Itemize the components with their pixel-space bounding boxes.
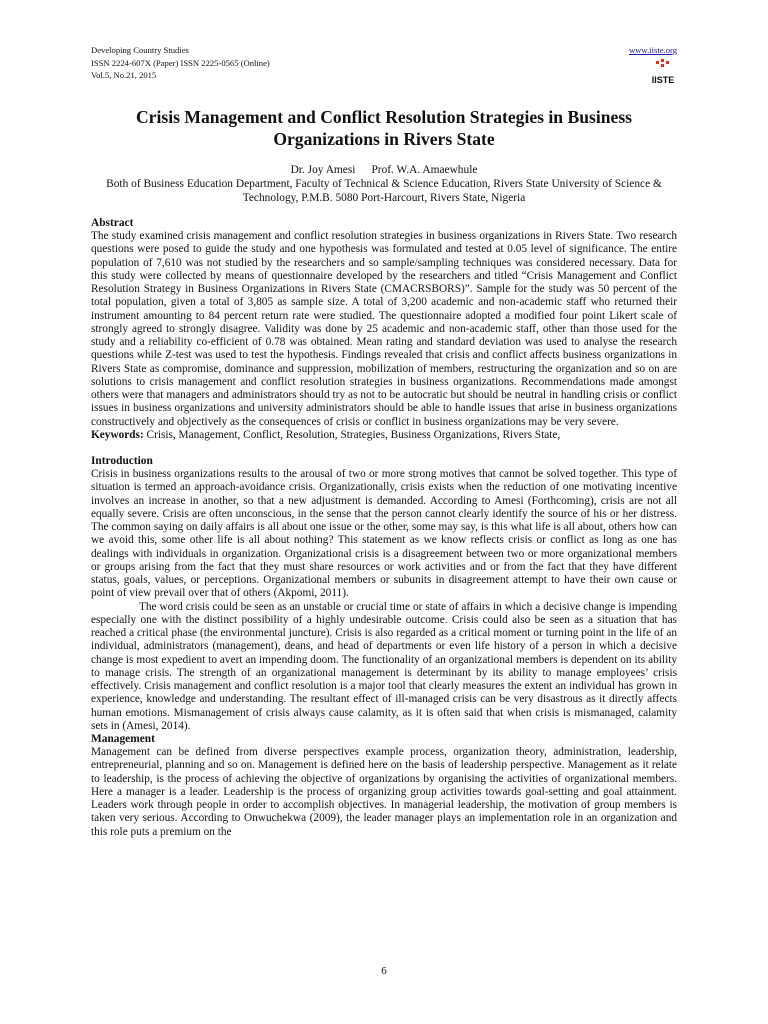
keywords-text: Crisis, Management, Conflict, Resolution, Strategies, Business Organizations, Rivers State, (146, 428, 561, 441)
introduction-para-2: The word crisis could be seen as an unstable or crucial time or state of affairs in which a decisive change is impending especially one with the distinct possibility of a highly undesirable outcome. Crisis could also be seen as a situation that has reached a critical phase (the environmental juncture). Crisis is also regarded as a critical moment or turning point in the life of an individual, administrators (management), deans, and head of departments or even life history of a person in which a decisive change is most expedient to avert an impending doom. The functionality of an organizational members is dependent on its ability to manage crisis. The strength of an organizational management is determinant by its ability to manage employees’ crisis effectively. Crisis management and conflict resolution is a major tool that clearly measures the extent an individual has grown in experience, knowledge and understanding. The resultant effect of ill-managed crisis can be very disastrous as it directly affects human emotions. Mismanagement of crisis always cause calamity, as it is often said that when crisis is mismanaged, calamity sets in (Amesi, 2014). (91, 600, 677, 732)
svg-text:IISTE: IISTE (651, 75, 675, 85)
page-number: 6 (381, 965, 387, 977)
abstract-heading: Abstract (91, 217, 134, 229)
iiste-logo (651, 59, 675, 85)
keywords-label: Keywords: (91, 428, 144, 441)
keywords-line (91, 429, 677, 442)
volume: Vol.5, No.21, 2015 (91, 70, 157, 80)
abstract-text: The study examined crisis management and conflict resolution strategies in business organizations in Rivers State. Two research questions were posed to guide the study and one hypothesis was formulated and tested at 0.05 level of significance. The entire population of 7,610 was not studied by the researchers and so sample/sampling techniques was considered necessary. Data for this study were collected by means of questionnaire developed by the researchers and titled “Crisis Management and Conflict Resolution Strategy in Business Organizations in Rivers State (CMACRSBORS)”. Sample for the study was 50 percent of the total population, given a total of 3,805 as sample size. A total of 3,200 academic and non-academic staff who returned their instrument amounting to 84 percent return rate were studied. The questionnaire adopted a modified four point Likert scale of strongly agreed to strongly disagree. Validity was done by 25 academic and non-academic staff, other than those used for the study and a reliability co-efficient of 0.78 was obtained. Mean rating and standard deviation was used to analyse the research questions while Z-test was used to test the hypothesis. Findings revealed that crisis and conflict affects business organizations in Rivers State as compromise, dominance and suppression, mobilization of members, restructuring the organization and so on are solutions to crisis management and conflict resolution strategies in business organizations. Recommendations made amongst others were that managers and administrators should try as not to be autocratic but should be neutral in handling crisis or conflict issues in business organizations and university administrators should be able to handle issues that arise in business organizations constructively and objectively as the consequences of crisis or conflict in business organizations may be very severe. (91, 230, 677, 428)
management-heading: Management (91, 733, 155, 745)
author-2: Prof. W.A. Amaewhule (371, 164, 478, 176)
paper-title: Crisis Management and Conflict Resolution Strategies in Business Organizations in Rivers State (135, 107, 633, 149)
introduction-para-1: Crisis in business organizations results to the arousal of two or more strong motives that cannot be solved together. This type of situation is termed an approach-avoidance crisis. Organizationally, crisis exists when the reduction of one motivating incentive involves an increase in another, so that a new adjustment is demanded. According to Amesi (Forthcoming), crisis are not all equally severe. Crisis are often unconscious, in the sense that the person cannot clearly identify the source of his or her distress. The common saying on daily affairs is all about one issue or the other, some may say, is this what life is all about, others how can we avoid this, some other life is all about nothing? This statement as we know reflects crisis or conflict as long as one has dealings with individuals in organization. Organizational crisis is a disagreement between two or more organizational members or groups arising from the fact that they must share resources or work activities and or from the fact that they have different status, goals, values, or perceptions. Organizational members or subunits in disagreement attempt to have their own cause or point of view prevail over that of others (Akpomi, 2011). (91, 468, 677, 600)
issn: ISSN 2224-607X (Paper) ISSN 2225-0565 (Online) (91, 57, 270, 68)
affiliation: Both of Business Education Department, Faculty of Technical & Science Education, Rivers State University of Science & Technology, P.M.B. 5080 Port-Harcourt, Rivers State, Nigeria (106, 178, 662, 204)
author-1: Dr. Joy Amesi (290, 164, 356, 176)
journal-name: Developing Country Studies (91, 45, 189, 55)
journal-url-link[interactable]: www.iiste.org (629, 45, 677, 55)
introduction-heading: Introduction (91, 455, 153, 467)
authors-line (91, 163, 677, 177)
journal-header (91, 44, 677, 90)
management-para-1: Management can be defined from diverse perspectives example process, organization theory, administration, leadership, entrepreneurial, planning and so on. Management is defined here on the basis of leadership perspective. Management as it relate to leadership, is the process of achieving the objective of organizations by organising the activities of organizational members. Here a manager is a leader. Leadership is the process of organizing group activities towards goal-setting and goal attainment. Leaders work through people in order to accomplish objectives. In managerial leadership, the motivation of group members is taken very serious. According to Onwuchekwa (2009), the leader manager plays an implementation role in an organization and this role puts a premium on the (91, 746, 677, 838)
journal-info (91, 44, 270, 82)
paper-page (91, 44, 677, 839)
